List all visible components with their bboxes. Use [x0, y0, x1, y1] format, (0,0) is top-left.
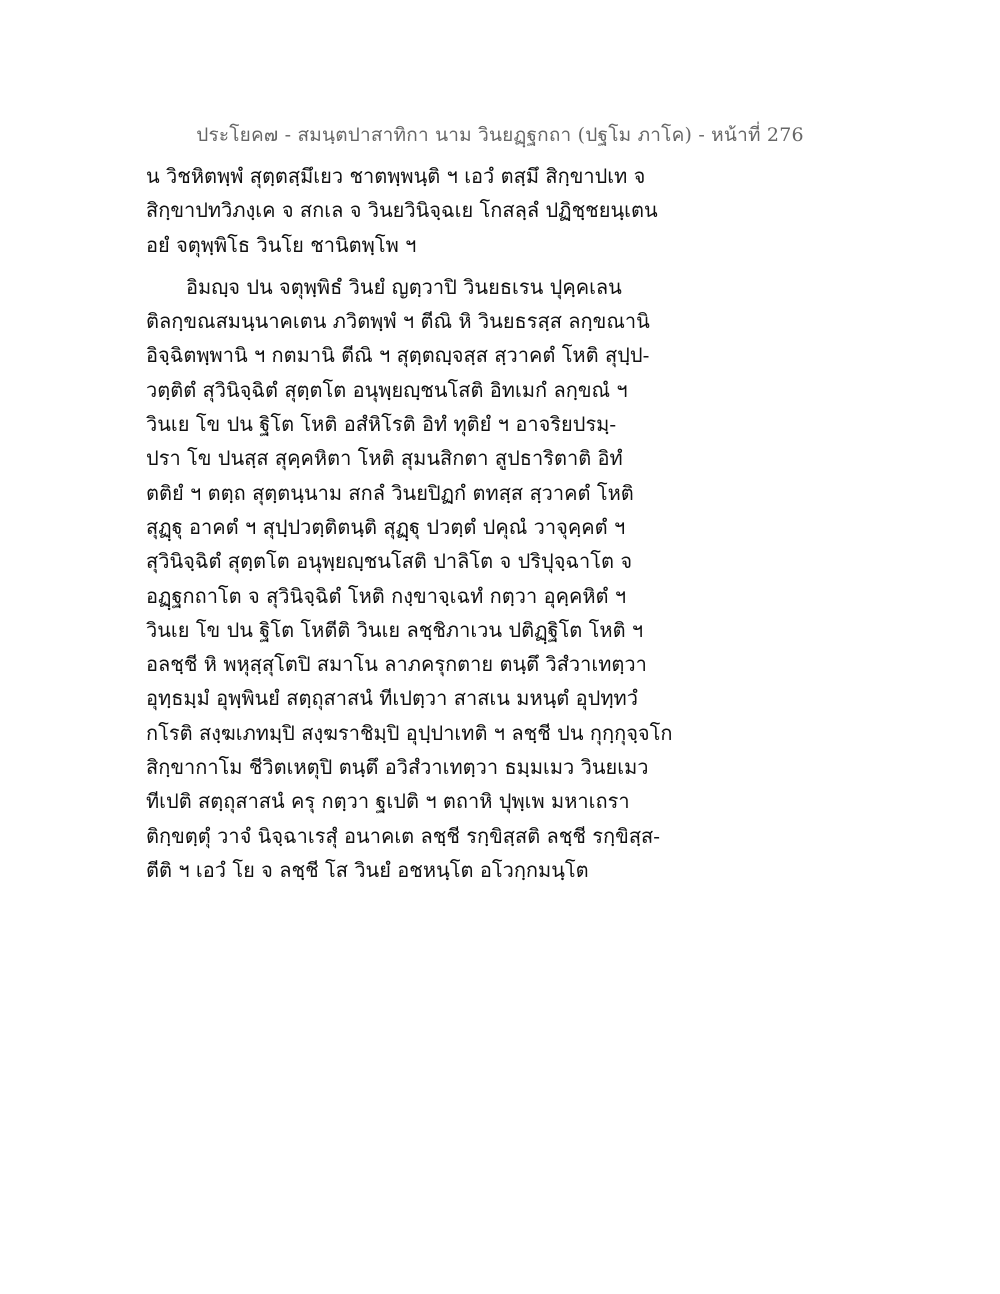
text-line: สิกฺขาปทวิภงฺเค จ สกเล จ วินยวินิจฺฉเย โกสลฺลํ ปฏิชฺชยนฺเตน [146, 198, 658, 223]
text-line: สิกฺขากาโม ชีวิตเหตุปิ ตนฺตึ อวิสํวาเทตฺวา ธมฺมเมว วินยเมว [146, 755, 649, 780]
page-header [0, 120, 1000, 150]
text-line: อฏฺฐกถาโต จ สุวินิจฺฉิตํ โหติ กงฺขาจฺเฉทํ กตฺวา อุคฺคหิตํ ฯ [146, 583, 627, 608]
text-line: อยํ จตุพฺพิโธ วินโย ชานิตพฺโพ ฯ [146, 232, 417, 257]
text-line: ติกฺขตฺตุํ วาจํ นิจฺฉาเรสุํ อนาคเต ลชฺชี รกฺขิสฺสติ ลชฺชี รกฺขิสฺส- [146, 823, 661, 848]
text-line: วินเย โข ปน ฐิโต โหติ อสํหิโรติ อิทํ ทุติยํ ฯ อาจริยปรมฺ- [146, 412, 617, 437]
paragraph-2 [146, 270, 673, 887]
text-line: ปรา โข ปนสฺส สุคฺคหิตา โหติ สุมนสิกตา สูปธาริตาติ อิทํ [146, 446, 623, 471]
text-line: กโรติ สงฺฆเภทมฺปิ สงฺฆราชิมฺปิ อุปฺปาเทติ ฯ ลชฺชี ปน กุกฺกุจฺจโก [146, 720, 673, 745]
text-line: ทีเปติ สตฺถุสาสนํ ครุ กตฺวา ฐเปติ ฯ ตถาหิ ปุพฺเพ มหาเถรา [146, 789, 630, 814]
page-body [146, 159, 673, 887]
page-header-text: ประโยค๗ - สมนฺตปาสาทิกา นาม วินยฏฺฐกถา (ปฐโม ภาโค) - หน้าที่ 276 [196, 124, 804, 146]
text-line: ติลกฺขณสมนฺนาคเตน ภวิตพฺพํ ฯ ตีณิ หิ วินยธรสฺส ลกฺขณานิ [146, 309, 650, 334]
text-line: น วิชหิตพฺพํ สุตฺตสฺมึเยว ชาตพฺพนฺติ ฯ เอวํ ตสฺมึ สิกฺขาปเท จ [146, 164, 646, 188]
text-line: ตีติ ฯ เอวํ โย จ ลชฺชี โส วินยํ อชหนฺโต อโวกฺกมนฺโต [146, 857, 589, 882]
text-line: อิมญฺจ ปน จตุพฺพิธํ วินยํ ญตฺวาปิ วินยธเรน ปุคฺคเลน [186, 274, 622, 299]
text-line: อุทฺธมฺมํ อุพฺพินยํ สตฺถุสาสนํ ทีเปตฺวา สาสเน มหนฺตํ อุปทฺทวํ [146, 686, 638, 711]
paragraph-1 [146, 159, 666, 262]
text-line: อลชฺชี หิ พหุสฺสุโตปิ สมาโน ลาภครุกตาย ตนฺตึ วิสํวาเทตฺวา [146, 652, 647, 677]
text-line: อิจฺฉิตพฺพานิ ฯ กตมานิ ตีณิ ฯ สุตฺตญฺจสฺส สฺวาคตํ โหติ สุปฺป- [146, 343, 650, 368]
text-line: ตติยํ ฯ ตตฺถ สุตฺตนฺนาม สกลํ วินยปิฏกํ ตทสฺส สฺวาคตํ โหติ [146, 480, 634, 505]
text-line: สุวินิจฺฉิตํ สุตฺตโต อนุพฺยญฺชนโสติ ปาลิโต จ ปริปุจฺฉาโต จ [146, 549, 633, 574]
text-line: วตฺติตํ สุวินิจฺฉิตํ สุตฺตโต อนุพฺยญฺชนโสติ อิทเมกํ ลกฺขณํ ฯ [146, 377, 628, 402]
text-line: วินเย โข ปน ฐิโต โหตีติ วินเย ลชฺชิภาเวน ปติฏฺฐิโต โหติ ฯ [146, 617, 644, 642]
text-line: สุฏฺฐุ อาคตํ ฯ สุปฺปวตฺติตนฺติ สุฏฺฐุ ปวตฺตํ ปคุณํ วาจุคฺคตํ ฯ [146, 514, 626, 539]
